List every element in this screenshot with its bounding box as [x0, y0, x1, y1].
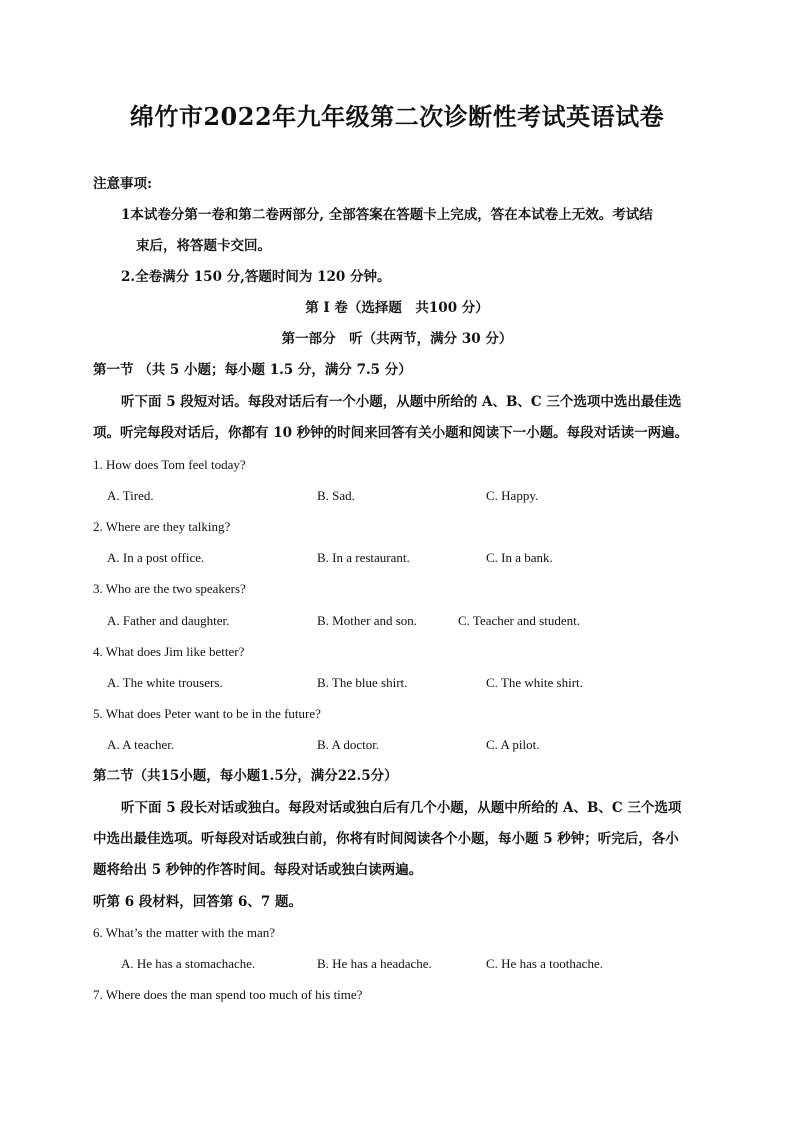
notice-item-1-line-2: 束后，将答题卡交回。 [136, 238, 271, 254]
question-4-option-a: A. The white trousers. [107, 675, 223, 690]
question-2-option-a: A. In a post office. [107, 550, 205, 565]
exam-title: 绵竹市2022年九年级第二次诊断性考试英语试卷 [129, 102, 665, 131]
question-4-option-c: C. The white shirt. [486, 675, 583, 690]
question-2-option-c: C. In a bank. [486, 550, 553, 565]
question-6-option-a: A. He has a stomachache. [121, 956, 256, 971]
question-1-option-c: C. Happy. [486, 488, 539, 503]
notice-item-2: 2.全卷满分 150 分,答题时间为 120 分钟。 [121, 269, 391, 285]
question-3-option-c: C. Teacher and student. [458, 613, 580, 628]
question-6-option-b: B. He has a headache. [317, 956, 432, 971]
material-6-heading: 听第 6 段材料，回答第 6、7 题。 [93, 894, 302, 910]
question-1: 1. How does Tom feel today? [93, 457, 246, 472]
question-6: 6. What’s the matter with the man? [93, 925, 276, 940]
section-2-instructions-line-3: 题将给出 5 秒钟的作答时间。每段对话或独白读两遍。 [93, 862, 423, 878]
section-2-instructions-line-1: 听下面 5 段长对话或独白。每段对话或独白后有几个小题，从题中所给的 A、B、C 三个选项 [121, 800, 682, 816]
notice-item-1-line-1: 1本试卷分第一卷和第二卷两部分, 全部答案在答题卡上完成，答在本试卷上无效。考试结 [121, 207, 653, 223]
section-1-instructions-line-1: 听下面 5 段短对话。每段对话后有一个小题，从题中所给的 A、B、C 三个选项中选出最佳选 [121, 394, 682, 410]
notice-heading: 注意事项: [93, 176, 152, 192]
question-3: 3. Who are the two speakers? [93, 581, 246, 596]
question-2-option-b: B. In a restaurant. [317, 550, 410, 565]
question-1-option-b: B. Sad. [317, 488, 355, 503]
question-2: 2. Where are they talking? [93, 519, 231, 534]
question-4-option-b: B. The blue shirt. [317, 675, 408, 690]
part-1-heading: 第一部分 听（共两节，满分 30 分） [281, 331, 513, 347]
volume-1-heading: 第 I 卷（选择题 共100 分） [305, 300, 489, 316]
section-1-instructions-line-2: 项。听完每段对话后，你都有 10 秒钟的时间来回答有关小题和阅读下一小题。每段对话读一两遍。 [93, 425, 689, 441]
question-6-option-c: C. He has a toothache. [486, 956, 603, 971]
question-3-option-a: A. Father and daughter. [107, 613, 230, 628]
question-5-option-b: B. A doctor. [317, 737, 380, 752]
question-3-option-b: B. Mother and son. [317, 613, 418, 628]
question-5-option-c: C. A pilot. [486, 737, 540, 752]
section-2-heading: 第二节（共15小题，每小题1.5分，满分22.5分） [93, 768, 398, 784]
question-7: 7. Where does the man spend too much of his time? [93, 987, 363, 1002]
section-2-instructions-line-2: 中选出最佳选项。听每段对话或独白前，你将有时间阅读各个小题，每小题 5 秒钟；听完后，各小 [93, 831, 679, 847]
section-1-heading: 第一节 （共 5 小题；每小题 1.5 分，满分 7.5 分） [93, 362, 412, 378]
question-4: 4. What does Jim like better? [93, 644, 245, 659]
question-1-option-a: A. Tired. [107, 488, 154, 503]
question-5-option-a: A. A teacher. [107, 737, 175, 752]
question-5: 5. What does Peter want to be in the future? [93, 706, 321, 721]
